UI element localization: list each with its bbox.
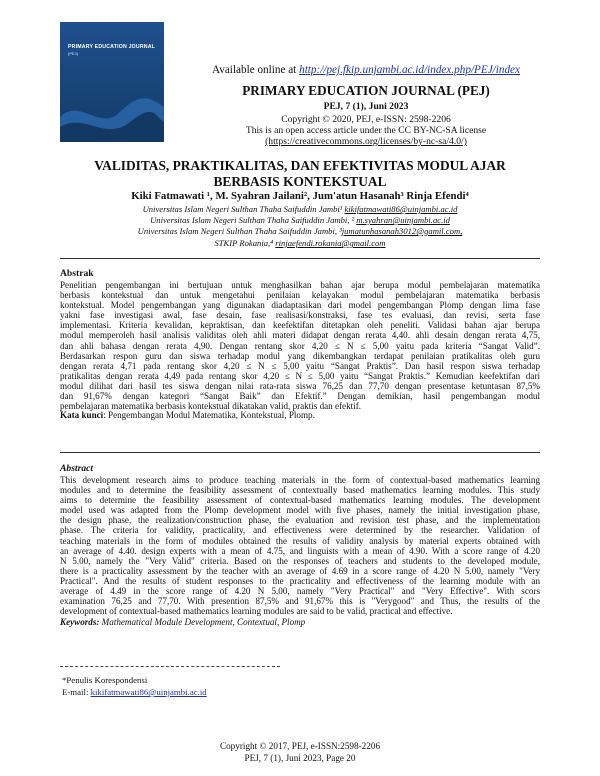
abstract-keywords-label: Keywords: [60, 617, 100, 627]
footnote-divider [60, 666, 280, 667]
abstrak-body-line: dengan rerata 4,71 pada rentang skor 4,20 ≤ N ≤ 5,00 yaitu “Sangat Praktis”. Dan hasil respon siswa terhadap [60, 360, 540, 371]
abstrak-body-line: dan ahli bahasa dengan rerata 4,90. Dengan rentang skor 4,20 ≤ N ≤ 5,00 yaitu pada kriteria “Sangat Valid”. [60, 340, 540, 351]
abstract-body-line: modules and to determine the feasibility assessment of contextually based mathematics learning modules. This study [60, 485, 540, 496]
journal-url-link[interactable]: http://pej.fkip.unjambi.ac.id/index.php/PEJ/index [299, 64, 520, 76]
abstract-body-line: Practical". And the results of student responses to the practicality and effectiveness of the learning module with an [60, 575, 540, 586]
abstrak-body-line: implementasi. Kriteria kevalidan, kepraktisan, dan keefektifan ditetapkan oleh peneliti. Validasi bahan ajar berupa [60, 320, 540, 331]
journal-cover-image [60, 22, 164, 142]
affiliation-2-text: Universitas Islam Negeri Sulthan Thaha Saifuddin Jambi, ² [150, 215, 357, 225]
abstract-keywords [60, 617, 540, 627]
license-line: This is an open access article under the CC BY-NC-SA license [245, 125, 487, 136]
abstrak-body-line: Berdasarkan respon guru dan siswa terhadap modul yang dikembangkan terdapat penilaian pratikalitas oleh guru [60, 350, 540, 361]
affiliation-4-email[interactable]: rinjaefendi.rokania@gmail.com [275, 238, 386, 248]
abstract-body-line: development of contextual-based mathematics learning modules are said to be valid, practical and effective. [60, 606, 453, 617]
footnote-email-line [62, 687, 207, 697]
affiliation-1-text: Universitas Islam Negeri Sulthan Thaha Saifuddin Jambi¹ [142, 204, 345, 214]
journal-volume: PEJ, 7 (1), Juni 2023 [323, 101, 409, 112]
abstract-body-line: model used was adapted from the Plomp development model with five phases, namely the initial investigation phase, [60, 505, 540, 516]
page-footer-copyright: Copyright © 2017, PEJ, e-ISSN:2598-2206 [219, 741, 381, 751]
abstrak-body-line: Penelitian pengembangan ini bertujuan untuk menghasilkan bahan ajar berupa modul pembelajaran matematika [60, 280, 540, 290]
abstrak-body-line: yakni fase investigasi awal, fase desain, fase realisasi/konstraksi, fase tes evaluasi, dan revisi, serta fase [60, 310, 540, 321]
abstract-body-line: examination 76,25 and 77,70. With presention 87,5% and 91,67% this is "Verygood" and Thus, the results of the [60, 596, 540, 607]
abstrak-body-line: kontekstual. Model pengembangan yang digunakan diadaptasikan dari model pengembangan Plomp dengan lima fase [60, 300, 540, 311]
available-online-line [176, 64, 556, 76]
cover-subtitle: (PEJ) [68, 51, 78, 56]
license-url-link[interactable]: (https://creativecommons.org/licenses/by-nc-sa/4.0/) [265, 136, 467, 147]
abstrak-keywords-text: : Pengembangan Modul Matematika, Kontekstual, Plomp. [103, 410, 315, 420]
abstract-body-line: This development research aims to produce teaching materials in the form of contextual-based mathematics learning [60, 475, 540, 485]
paper-title-line-2: BERBASIS KONTEKSTUAL [213, 174, 387, 189]
footnote-email-link[interactable]: kikifatmawati86@uinjambi.ac.id [90, 687, 207, 697]
abstrak-heading: Abstrak [60, 268, 94, 279]
abstract-body-line: there is a practicality assessment by the teacher with an average of 4.69 in a score range of 4.20 N 5.00, namely "Very [60, 565, 540, 576]
section-divider-top [60, 258, 540, 259]
affiliation-1-email[interactable]: kikifatmawati86@uinjambi.ac.id [344, 204, 458, 214]
abstract-body-line: N 5.00, namely the "Very Valid" criteria. Based on the responses of teachers and students to the developed module, [60, 555, 540, 566]
abstract-body-line: phase. The criteria for validity, practicality, and effectiveness were determined by the researcher. Validation of [60, 525, 540, 536]
footnote-email-label: E-mail: [62, 687, 91, 697]
abstract-heading: Abstract [60, 463, 94, 474]
page-footer-page: PEJ, 7 (1), Juni 2023, Page 20 [244, 753, 356, 763]
abstract-body-line: an average of 4.40. design experts with a mean of 4.75, and linguists with a mean of 4.90. With a score range of 4.20 [60, 545, 540, 556]
abstract-body-line: average of 4.49 in the score range of 4.20 N 5.00, namely "Very Practical" and "Very Effective". With scors [60, 586, 540, 597]
affiliation-4 [40, 238, 560, 248]
paper-title-line-1: VALIDITAS, PRAKTIKALITAS, DAN EFEKTIVITAS MODUL AJAR [94, 158, 506, 173]
footnote-corresponding: *Penulis Korespondensi [62, 675, 148, 685]
paper-authors: Kiki Fatmawati ¹, M. Syahran Jailani², Jum'atun Hasanah³ Rinja Efendi⁴ [131, 190, 469, 202]
affiliation-1 [40, 204, 560, 214]
abstract-body-line: teaching materials in the form of modules obtained the results of validity analysis by material experts obtained with [60, 535, 540, 546]
abstrak-keywords-label: Kata kunci [60, 410, 104, 420]
abstract-body [60, 475, 540, 616]
section-divider-middle [60, 452, 540, 453]
cover-wave-graphic [60, 87, 164, 142]
journal-copyright: Copyright © 2020, PEJ, e-ISSN: 2598-2206 [281, 114, 451, 125]
cover-title: PRIMARY EDUCATION JOURNAL [68, 44, 156, 50]
abstrak-keywords [60, 410, 540, 420]
abstract-body-line: aims to determine the feasibility assessment of contextual-based mathematics learning modules. The development [60, 495, 540, 506]
affiliation-3-text: Universitas Islam Negeri Sulthan Thaha Saifuddin Jambi, ³ [137, 226, 342, 236]
abstrak-body-line: dan 91,67% dengan kategori “Sangat Baik” dan Efektif.” Dengan demikian, hasil pengembangan modul [60, 391, 540, 402]
affiliation-3 [40, 226, 560, 236]
available-prefix: Available online at [212, 64, 300, 76]
affiliation-4-text: STKIP Rokania,⁴ [214, 238, 276, 248]
affiliation-3-email[interactable]: jumatunhasanah3012@gamil.com, [341, 226, 463, 236]
abstrak-body [60, 280, 540, 411]
affiliation-2-email[interactable]: m.syahran@uinjambi.ac.id [356, 215, 450, 225]
abstrak-body-line: pembelajaran matematika berbasis kontekstual dikatakan valid, praktis dan efektif. [60, 401, 361, 412]
journal-title: PRIMARY EDUCATION JOURNAL (PEJ) [242, 83, 490, 98]
abstrak-body-line: pratikalitas dengan rerata 4,49 pada rentang skor 4,20 ≤ N ≤ 5,00 yaitu “Sangat Praktis.” Kemudian keefektifan dari [60, 370, 540, 381]
abstrak-body-line: modul dilihat dari hasil tes siswa dengan nilai rata-rata siswa 76,25 dan 77,70 dengan presentase ketuntasan 87,5% [60, 380, 540, 391]
paper-title [40, 158, 560, 190]
abstrak-body-line: berbasis kontekstual dan untuk mengetahui penilaian kelayakan modul pembelajaran matematika berbasis [60, 290, 540, 301]
abstract-body-line: the design phase, the realization/construction phase, the evaluation and revision test phase, and the implementation [60, 515, 540, 526]
affiliation-2 [40, 215, 560, 225]
abstrak-body-line: modul memperoleh hasil analisis validitas oleh ahli materi didapat dengan rerata 4,40. ahli desain dengan rerata 4,75, [60, 330, 540, 341]
abstract-keywords-text: Mathematical Module Development, Contextual, Plomp [99, 617, 306, 627]
